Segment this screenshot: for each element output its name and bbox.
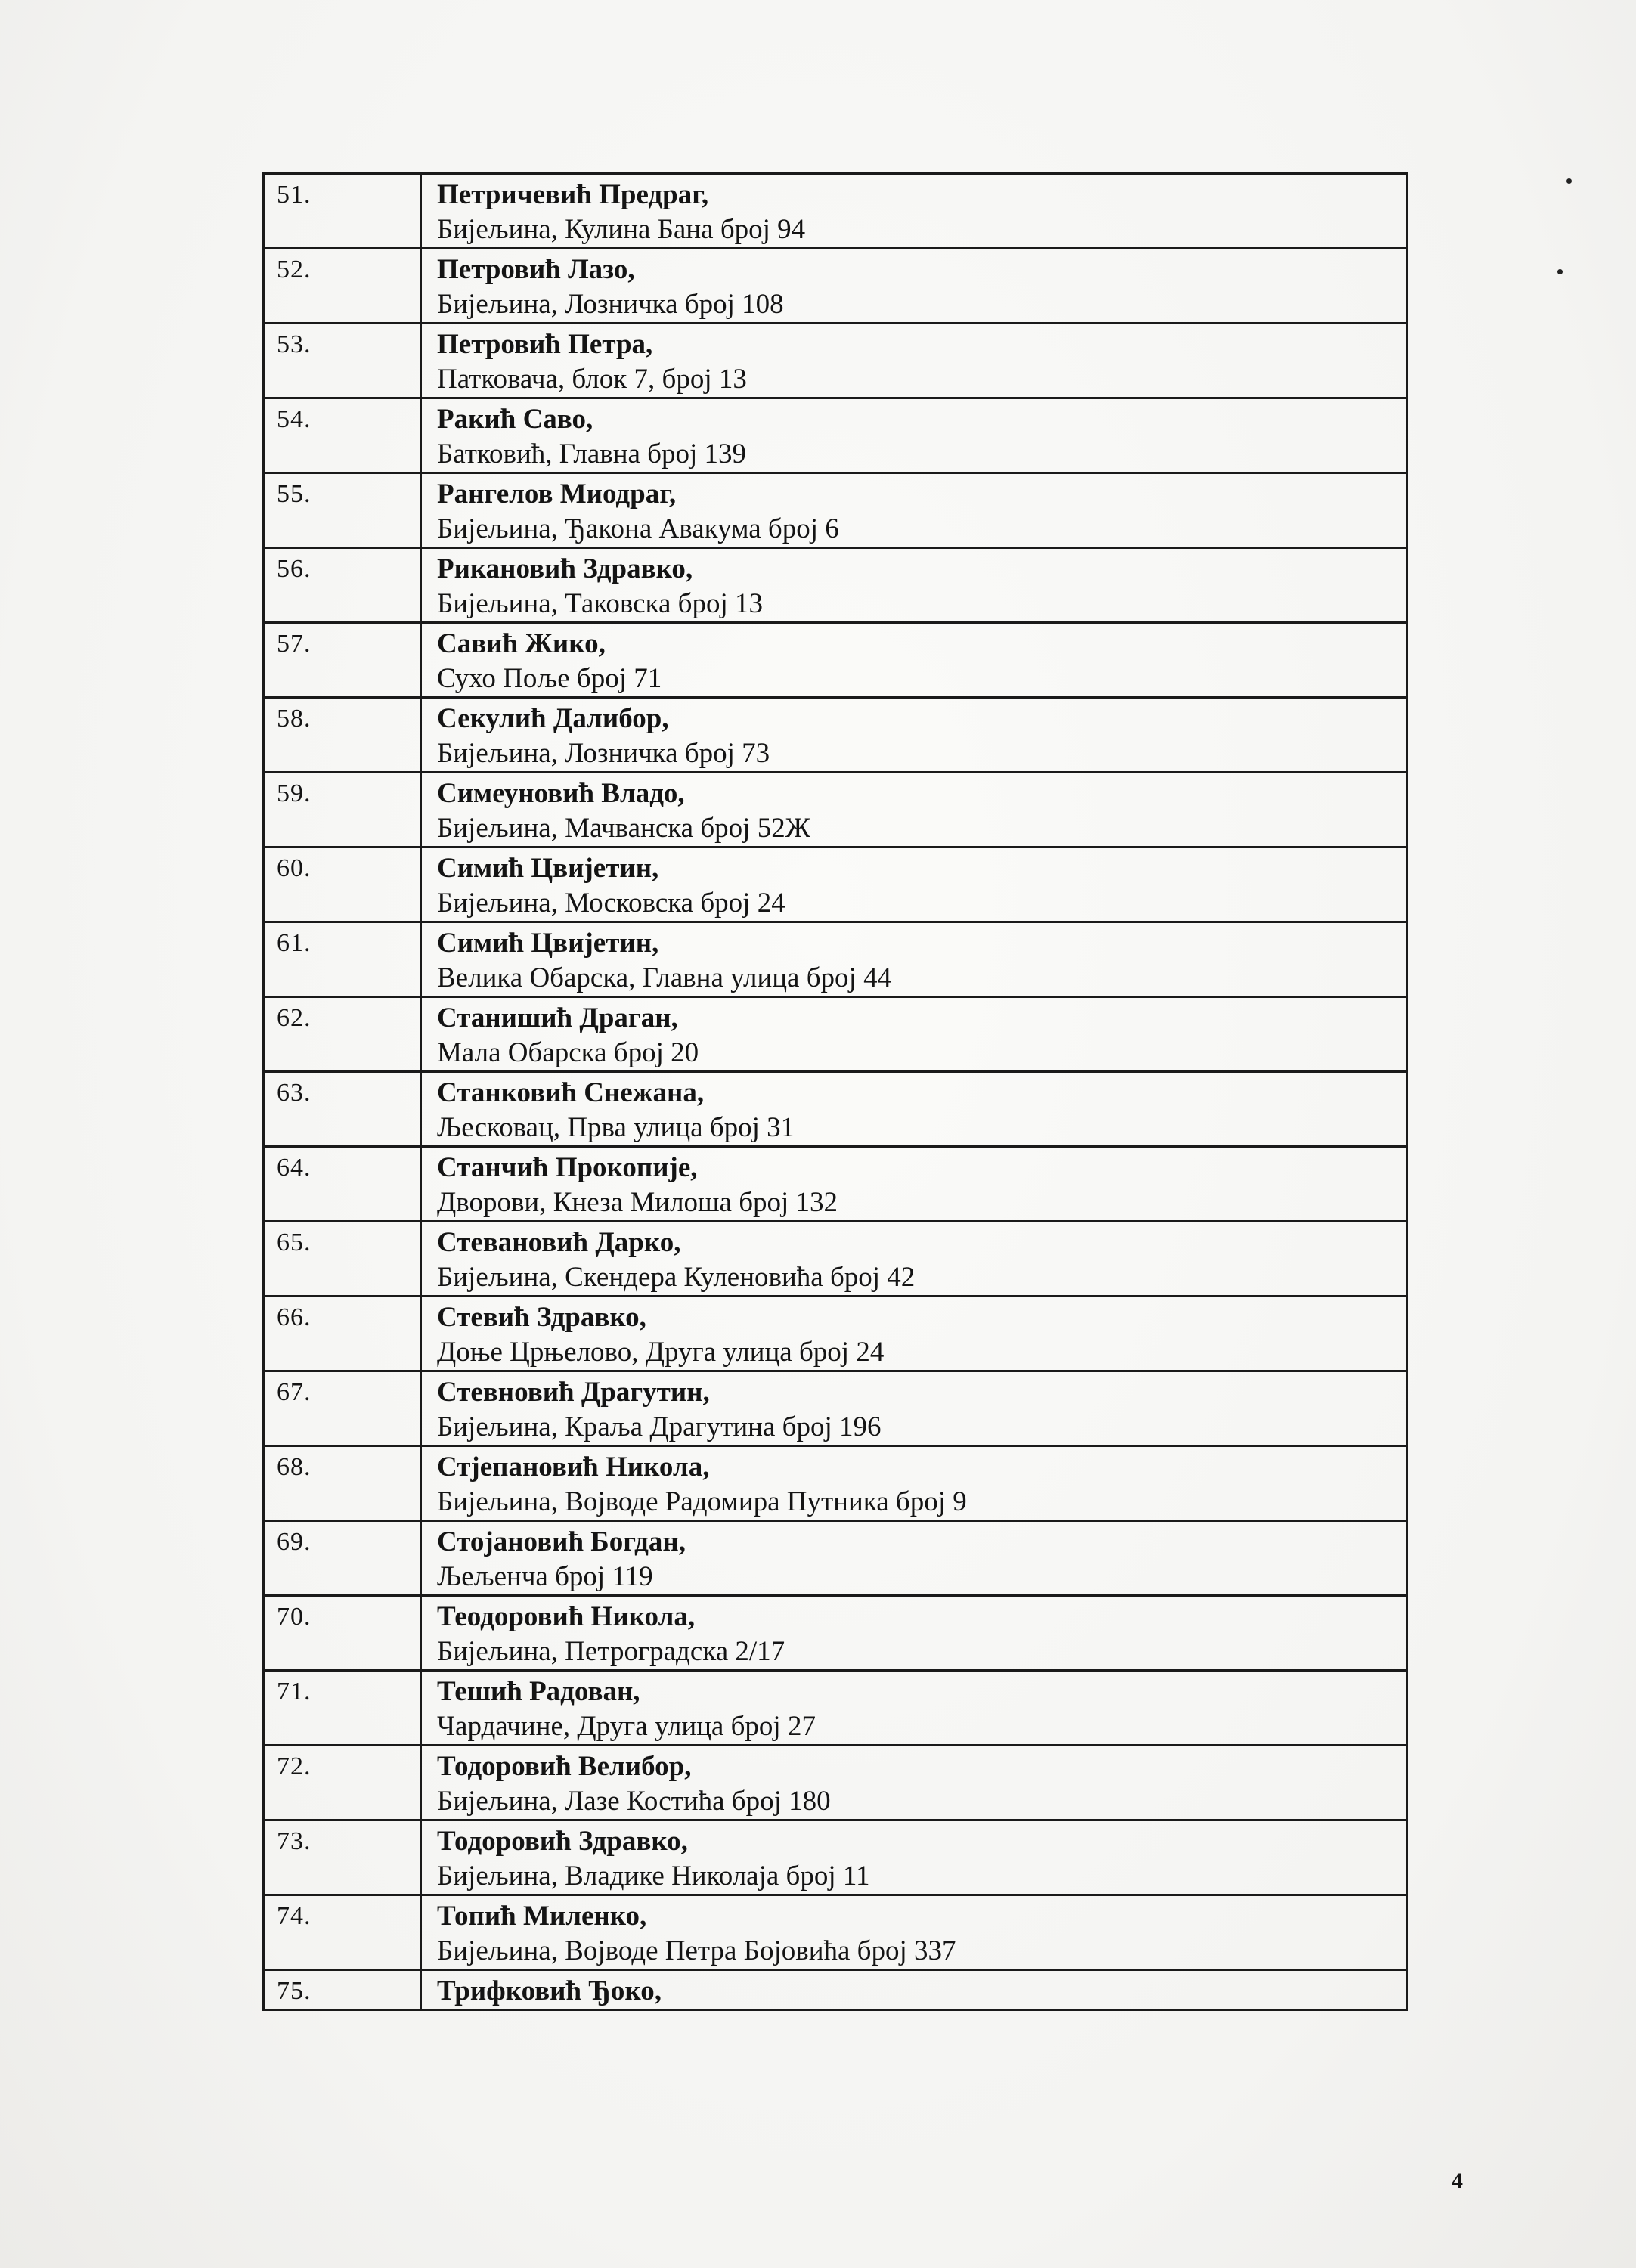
table-row — [264, 473, 1408, 548]
table-row — [264, 249, 1408, 324]
person-name: Петровић Лазо, — [437, 254, 635, 285]
register-table-body — [264, 174, 1408, 2010]
person-address: Мала Обарска број 20 — [437, 1037, 699, 1068]
person-entry — [421, 847, 1408, 922]
person-address: Бијељина, Лазе Костића број 180 — [437, 1786, 831, 1817]
table-row — [264, 922, 1408, 997]
table-row — [264, 1147, 1408, 1222]
page-number: 4 — [1452, 2168, 1463, 2193]
register-table — [262, 172, 1408, 2011]
person-name: Симић Цвијетин, — [437, 853, 659, 884]
person-address: Доње Црњелово, Друга улица број 24 — [437, 1337, 885, 1368]
row-number: 63. — [264, 1072, 421, 1147]
person-address: Бијељина, Скендера Куленовића број 42 — [437, 1262, 916, 1293]
row-number: 66. — [264, 1297, 421, 1371]
person-entry — [421, 1446, 1408, 1521]
row-number: 59. — [264, 773, 421, 847]
person-entry — [421, 997, 1408, 1072]
person-entry — [421, 1596, 1408, 1671]
person-address: Батковић, Главна број 139 — [437, 438, 747, 469]
person-name: Стевановић Дарко, — [437, 1227, 681, 1258]
person-name: Станковић Снежана, — [437, 1077, 705, 1108]
person-address: Бијељина, Владике Николаја број 11 — [437, 1861, 870, 1892]
person-name: Петровић Петра, — [437, 329, 653, 360]
row-number: 51. — [264, 174, 421, 249]
row-number: 64. — [264, 1147, 421, 1222]
row-number: 73. — [264, 1820, 421, 1895]
table-row — [264, 1072, 1408, 1147]
row-number: 57. — [264, 623, 421, 698]
person-entry — [421, 473, 1408, 548]
person-address: Бијељина, Војводе Петра Бојовића број 337 — [437, 1935, 956, 1966]
person-address: Бијељина, Таковска број 13 — [437, 588, 763, 619]
person-entry — [421, 1820, 1408, 1895]
row-number: 69. — [264, 1521, 421, 1596]
row-number: 58. — [264, 698, 421, 773]
person-address: Бијељина, Лозничка број 108 — [437, 289, 784, 320]
person-entry — [421, 324, 1408, 398]
table-row — [264, 847, 1408, 922]
row-number: 68. — [264, 1446, 421, 1521]
table-row — [264, 1970, 1408, 2010]
person-address: Велика Обарска, Главна улица број 44 — [437, 962, 892, 993]
row-number: 75. — [264, 1970, 421, 2010]
person-name: Рикановић Здравко, — [437, 553, 693, 584]
person-name: Топић Миленко, — [437, 1901, 647, 1932]
row-number: 52. — [264, 249, 421, 324]
person-entry — [421, 1222, 1408, 1297]
person-entry — [421, 548, 1408, 623]
person-entry — [421, 398, 1408, 473]
person-name: Тодоровић Велибор, — [437, 1751, 692, 1782]
person-name: Рангелов Миодраг, — [437, 479, 677, 510]
person-address: Бијељина, Кулина Бана број 94 — [437, 214, 806, 245]
row-number: 53. — [264, 324, 421, 398]
person-name: Трифковић Ђоко, — [437, 1975, 662, 2006]
person-entry — [421, 773, 1408, 847]
person-name: Теодоровић Никола, — [437, 1601, 696, 1632]
person-name: Секулић Далибор, — [437, 703, 669, 734]
table-row — [264, 324, 1408, 398]
person-address: Љељенча број 119 — [437, 1561, 653, 1592]
person-address: Бијељина, Мачванска број 52Ж — [437, 813, 810, 844]
person-entry — [421, 1671, 1408, 1746]
person-entry — [421, 1297, 1408, 1371]
table-row — [264, 1521, 1408, 1596]
person-address: Дворови, Кнеза Милоша број 132 — [437, 1187, 838, 1218]
row-number: 67. — [264, 1371, 421, 1446]
person-name: Тодоровић Здравко, — [437, 1826, 688, 1857]
person-entry — [421, 1072, 1408, 1147]
row-number: 55. — [264, 473, 421, 548]
table-row — [264, 1596, 1408, 1671]
person-name: Стојановић Богдан, — [437, 1526, 686, 1557]
table-row — [264, 997, 1408, 1072]
person-entry — [421, 174, 1408, 249]
table-row — [264, 398, 1408, 473]
person-name: Стјепановић Никола, — [437, 1452, 710, 1483]
row-number: 60. — [264, 847, 421, 922]
person-address: Бијељина, Лозничка број 73 — [437, 738, 770, 769]
table-row — [264, 1297, 1408, 1371]
person-entry — [421, 1970, 1408, 2010]
person-address: Бијељина, Војводе Радомира Путника број 9 — [437, 1486, 967, 1517]
person-entry — [421, 623, 1408, 698]
scan-speck — [1566, 178, 1572, 184]
table-row — [264, 174, 1408, 249]
person-name: Савић Жико, — [437, 628, 606, 659]
person-name: Тешић Радован, — [437, 1676, 640, 1707]
person-address: Бијељина, Московска број 24 — [437, 888, 785, 919]
person-address: Бијељина, Петроградска 2/17 — [437, 1636, 785, 1667]
table-row — [264, 1222, 1408, 1297]
person-name: Стевновић Драгутин, — [437, 1377, 710, 1408]
table-row — [264, 1820, 1408, 1895]
row-number: 70. — [264, 1596, 421, 1671]
table-row — [264, 698, 1408, 773]
person-name: Станишић Драган, — [437, 1002, 678, 1033]
person-address: Сухо Поље број 71 — [437, 663, 662, 694]
table-row — [264, 548, 1408, 623]
row-number: 61. — [264, 922, 421, 997]
person-name: Стевић Здравко, — [437, 1302, 646, 1333]
table-row — [264, 1371, 1408, 1446]
table-row — [264, 1671, 1408, 1746]
person-name: Станчић Прокопије, — [437, 1152, 698, 1183]
person-entry — [421, 698, 1408, 773]
person-name: Ракић Саво, — [437, 404, 593, 435]
table-row — [264, 773, 1408, 847]
row-number: 71. — [264, 1671, 421, 1746]
person-address: Бијељина, Ђакона Авакума број 6 — [437, 513, 839, 544]
person-address: Љесковац, Прва улица број 31 — [437, 1112, 795, 1143]
scan-speck — [1557, 269, 1563, 274]
person-entry — [421, 1371, 1408, 1446]
person-entry — [421, 1147, 1408, 1222]
table-row — [264, 1746, 1408, 1820]
row-number: 72. — [264, 1746, 421, 1820]
person-entry — [421, 1521, 1408, 1596]
table-row — [264, 623, 1408, 698]
person-entry — [421, 922, 1408, 997]
row-number: 65. — [264, 1222, 421, 1297]
person-name: Петричевић Предраг, — [437, 179, 709, 210]
person-address: Чардачине, Друга улица број 27 — [437, 1711, 816, 1742]
person-entry — [421, 249, 1408, 324]
row-number: 56. — [264, 548, 421, 623]
person-entry — [421, 1746, 1408, 1820]
person-address: Бијељина, Краља Драгутина број 196 — [437, 1411, 882, 1442]
person-name: Симеуновић Владо, — [437, 778, 685, 809]
table-row — [264, 1446, 1408, 1521]
person-entry — [421, 1895, 1408, 1970]
person-address: Патковача, блок 7, број 13 — [437, 364, 747, 395]
person-name: Симић Цвијетин, — [437, 928, 659, 959]
row-number: 74. — [264, 1895, 421, 1970]
table-row — [264, 1895, 1408, 1970]
row-number: 62. — [264, 997, 421, 1072]
row-number: 54. — [264, 398, 421, 473]
